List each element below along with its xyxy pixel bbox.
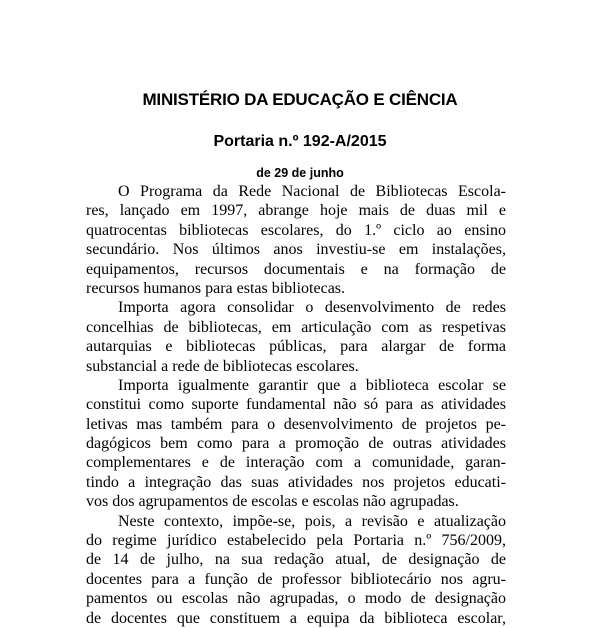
text-line: secundário. Nos últimos anos investiu-se em instalações, [86,241,506,259]
text-line: de docentes que constituem a equipa da biblioteca escolar, [86,609,506,627]
portaria-date: de 29 de junho [256,166,344,180]
text-line: vos dos agrupamentos de escolas e escolas não agrupadas. [86,493,459,511]
text-line: tindo a integração das suas atividades nos projetos educati- [86,473,506,491]
ministry-heading: MINISTÉRIO DA EDUCAÇÃO E CIÊNCIA [142,90,458,109]
text-line: Importa agora consolidar o desenvolvimento de redes [118,299,506,317]
body-text [86,182,506,628]
text-line: dagógicos bem como para a promoção de outras atividades [86,435,506,453]
text-line: autarquias e bibliotecas públicas, para alargar de forma [86,338,506,356]
text-line: substancial a rede de bibliotecas escolares. [86,357,359,375]
text-line: concelhias de bibliotecas, em articulação com as respetivas [86,318,506,336]
text-line: pamentos ou escolas não agrupadas, o modo de designação [86,590,506,608]
text-line: do regime jurídico estabelecido pela Portaria n.º 756/2009, [86,532,506,550]
text-line: docentes para a função de professor bibliotecário nos agru- [86,570,506,588]
text-line: Neste contexto, impõe-se, pois, a revisão e atualização [118,512,506,530]
portaria-title: Portaria n.º 192-A/2015 [213,133,387,150]
text-line: quatrocentas bibliotecas escolares, do 1.º ciclo ao ensino [86,221,506,239]
text-line: de 14 de julho, na sua redação atual, de designação de [86,551,506,569]
text-line: res, lançado em 1997, abrange hoje mais de duas mil e [86,202,506,220]
text-line: letivas mas também para o desenvolvimento de projetos pe- [86,415,506,433]
text-line: Importa igualmente garantir que a biblioteca escolar se [118,376,506,394]
text-line: O Programa da Rede Nacional de Bibliotecas Escola- [118,183,506,200]
text-line: equipamentos, recursos documentais e na formação de [86,260,506,278]
text-line: complementares e de interação com a comunidade, garan- [86,454,506,472]
text-line: recursos humanos para estas bibliotecas. [86,279,346,297]
text-line: constitui como suporte fundamental não só para as atividades [86,396,506,414]
